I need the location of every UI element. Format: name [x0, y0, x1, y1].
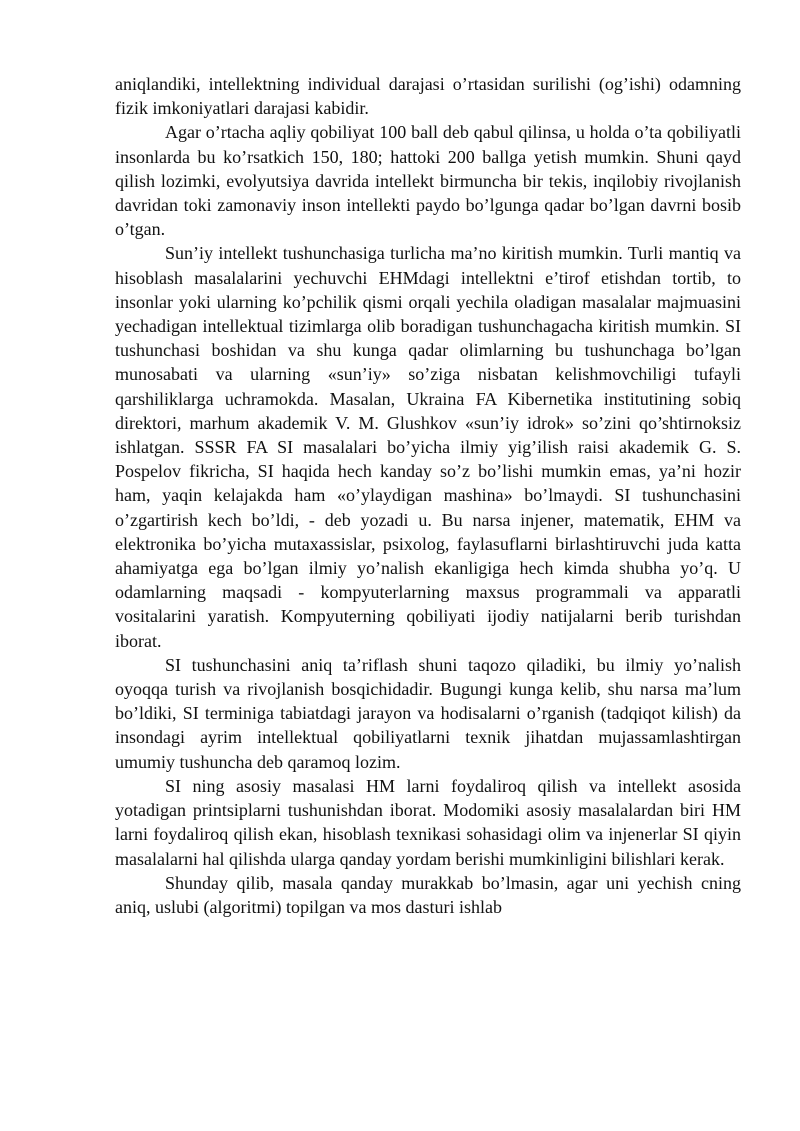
paragraph-continuation: aniqlandiki, intellektning individual darajasi o’rtasidan surilishi (og’ishi) odamning fizik imkoniyatlari darajasi kabidir. — [115, 74, 741, 119]
paragraph-ai-main-task: SI ning asosiy masalasi HM larni foydaliroq qilish va intellekt asosida yotadigan printsiplarni tushunishdan iborat. Modomiki asosiy masalalardan biri HM larni foydaliroq qilish ekan, hisoblash texnikasi sohasidagi olim va injenerlar SI qiyin masalalarni hal qilishda ularga qanday yordam berishi mumkinligini bilishlari kerak. — [115, 775, 741, 869]
paragraph-algorithm: Shunday qilib, masala qanday murakkab bo’lmasin, agar uni yechish cning aniq, uslubi (algoritmi) topilgan va mos dasturi ishlab — [115, 872, 741, 917]
paragraph-ai-definition: SI tushunchasini aniq ta’riflash shuni taqozo qiladiki, bu ilmiy yo’nalish oyoqqa turish va rivojlanish bosqichidadir. Bugungi kunga kelib, shu narsa ma’lum bo’ldiki, SI terminiga tabiatdagi jarayon va hodisalarni o’rganish (tadqiqot kilish) da insondagi ayrim intellektual qobiliyatlarni texnik jihatdan mujassamlashtirgan umumiy tushuncha deb qaramoq lozim. — [115, 654, 741, 772]
paragraph-ai-concept: Sun’iy intellekt tushunchasiga turlicha ma’no kiritish mumkin. Turli mantiq va hisoblash masalalarini yechuvchi EHMdagi intellektni e’tirof etishdan tortib, to insonlar yoki ularning ko’pchilik qismi orqali yechila oladigan masalalar majmuasini yechadigan intellektual tizimlarga olib boradigan tushunchagacha kiritish mumkin. SI tushunchasi boshidan va shu kunga qadar olimlarning bu tushunchaga bo’lgan munosabati va ularning «sun’iy» so’ziga nisbatan kelishmovchiligi tufayli qarshiliklarga uchramokda. Masalan, Ukraina FA Kibernetika institutining sobiq direktori, marhum akademik V. M. Glushkov «sun’iy idrok» so’zini qo’shtirnoksiz ishlatgan. SSSR FA SI masalalari bo’yicha ilmiy yig’ilish raisi akademik G. S. Pospelov fikricha, SI haqida hech kanday so’z bo’lishi mumkin emas, ya’ni hozir ham, yaqin kelajakda ham «o’ylaydigan mashina» bo’lmaydi. SI tushunchasini o’zgartirish kech bo’ldi, - deb yozadi u. Bu narsa injener, matematik, EHM va elektronika bo’yicha mutaxassislar, psixolog, faylasuflarni birlashtiruvchi juda katta ahamiyatga ega bo’lgan ilmiy yo’nalish ekanligiga hech kimda shubha yo’q. U odamlarning maqsadi - kompyuterlarning maxsus programmali va apparatli vositalarini yaratish. Kompyuterning qobiliyati ijodiy natijalarni berib turishdan iborat. — [115, 243, 741, 651]
document-page — [115, 72, 741, 919]
paragraph-iq-scores: Agar o’rtacha aqliy qobiliyat 100 ball deb qabul qilinsa, u holda o’ta qobiliyatli insonlarda bu ko’rsatkich 150, 180; hattoki 200 ballga yetish mumkin. Shuni qayd qilish lozimki, evolyutsiya davrida intellekt birmuncha bir tekis, inqilobiy rivojlanish davridan toki zamonaviy inson intellekti paydo bo’lgunga qadar bo’lgan davrni bosib o’tgan. — [115, 122, 741, 240]
